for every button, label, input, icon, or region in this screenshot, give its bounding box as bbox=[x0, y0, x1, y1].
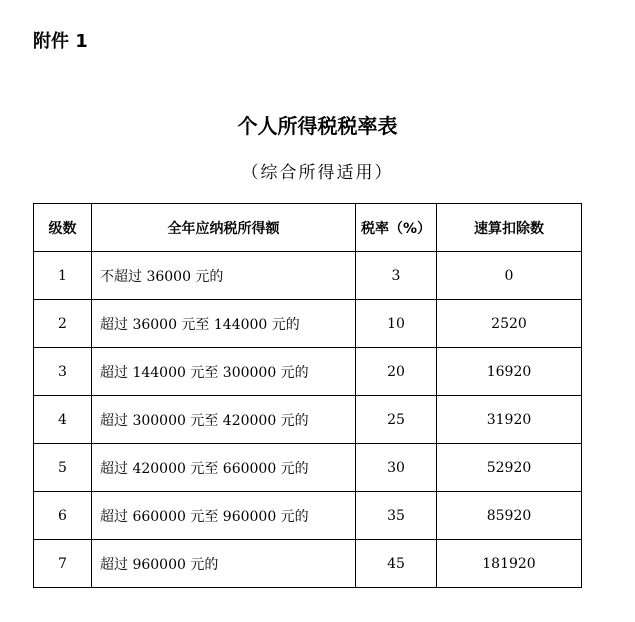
cell-level: 1 bbox=[34, 252, 92, 300]
cell-income: 超过 144000 元至 300000 元的 bbox=[92, 348, 356, 396]
cell-income: 超过 36000 元至 144000 元的 bbox=[92, 300, 356, 348]
cell-income: 不超过 36000 元的 bbox=[92, 252, 356, 300]
table-row bbox=[34, 252, 582, 300]
table-row bbox=[34, 540, 582, 588]
cell-rate: 45 bbox=[356, 540, 437, 588]
cell-deduction: 0 bbox=[437, 252, 582, 300]
cell-deduction: 85920 bbox=[437, 492, 582, 540]
column-header-level: 级数 bbox=[34, 204, 92, 252]
table-row bbox=[34, 396, 582, 444]
cell-deduction: 181920 bbox=[437, 540, 582, 588]
cell-level: 7 bbox=[34, 540, 92, 588]
cell-deduction: 31920 bbox=[437, 396, 582, 444]
cell-level: 6 bbox=[34, 492, 92, 540]
cell-rate: 25 bbox=[356, 396, 437, 444]
cell-level: 3 bbox=[34, 348, 92, 396]
cell-rate: 10 bbox=[356, 300, 437, 348]
cell-deduction: 52920 bbox=[437, 444, 582, 492]
cell-deduction: 2520 bbox=[437, 300, 582, 348]
cell-rate: 30 bbox=[356, 444, 437, 492]
table-row bbox=[34, 492, 582, 540]
attachment-label: 附件 1 bbox=[33, 31, 88, 52]
cell-income: 超过 660000 元至 960000 元的 bbox=[92, 492, 356, 540]
cell-income: 超过 420000 元至 660000 元的 bbox=[92, 444, 356, 492]
page-subtitle: （综合所得适用） bbox=[241, 163, 394, 183]
cell-income: 超过 300000 元至 420000 元的 bbox=[92, 396, 356, 444]
table-row bbox=[34, 348, 582, 396]
tax-rate-table bbox=[33, 203, 582, 588]
page-title: 个人所得税税率表 bbox=[237, 114, 398, 138]
cell-rate: 35 bbox=[356, 492, 437, 540]
table-row bbox=[34, 444, 582, 492]
cell-level: 4 bbox=[34, 396, 92, 444]
column-header-deduction: 速算扣除数 bbox=[437, 204, 582, 252]
cell-rate: 20 bbox=[356, 348, 437, 396]
cell-level: 5 bbox=[34, 444, 92, 492]
column-header-rate: 税率（%） bbox=[356, 204, 437, 252]
cell-income: 超过 960000 元的 bbox=[92, 540, 356, 588]
column-header-income: 全年应纳税所得额 bbox=[92, 204, 356, 252]
cell-deduction: 16920 bbox=[437, 348, 582, 396]
table-header-row bbox=[34, 204, 582, 252]
cell-level: 2 bbox=[34, 300, 92, 348]
cell-rate: 3 bbox=[356, 252, 437, 300]
table-row bbox=[34, 300, 582, 348]
